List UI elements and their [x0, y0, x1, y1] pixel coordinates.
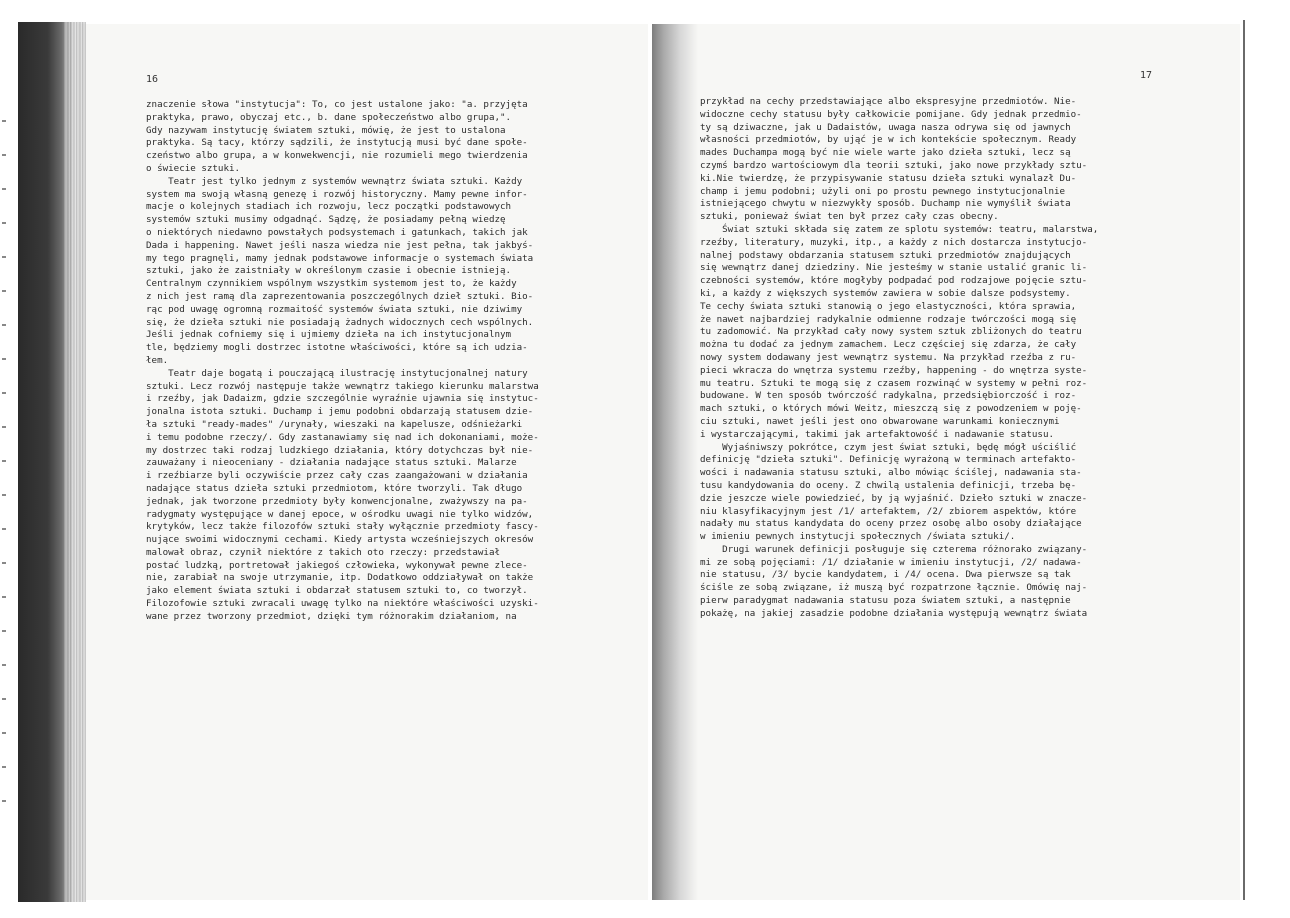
- text-line: o niektórych niedawno powstałych podsystemach i gatunkach, takich jak: [146, 226, 528, 238]
- text-line: tle, będziemy mogli dostrzec istotne właściwości, które są ich udzia-: [146, 342, 528, 354]
- text-line: postać ludzką, portretował jakiegoś człowieka, wykonywał pewne zlece-: [146, 559, 528, 571]
- text-line: Dada i happening. Nawet jeśli nasza wiedza nie jest pełna, tak jakbyś-: [146, 239, 534, 251]
- text-line: istniejącego chwytu w niezwykły sposób. Duchamp nie wymyślił świata: [700, 198, 1071, 210]
- text-line: nadały mu status kandydata do oceny przez osobę albo osoby działające: [700, 518, 1082, 530]
- text-line: systemów sztuki musimy odgadnąć. Sądzę, że posiadamy pełną wiedzę: [146, 214, 506, 226]
- text-line: praktyka. Są tacy, którzy sądzili, że instytucją musi być dane społe-: [146, 137, 528, 149]
- text-line: się wewnątrz danej dziedziny. Nie jesteśmy w stanie ustalić granic li-: [700, 262, 1088, 274]
- right-gutter-shadow: [652, 24, 698, 900]
- text-line: ki.Nie twierdzę, że przypisywanie statusu dzieła sztuki wynalazł Du-: [700, 172, 1077, 184]
- text-line: budowane. W ten sposób twórczość radykalna, przedsiębiorczość i roz-: [700, 390, 1077, 402]
- text-line: Teatr jest tylko jednym z systemów wewnątrz świata sztuki. Każdy: [146, 175, 523, 187]
- text-line: tusu kandydowania do oceny. Z chwilą ustalenia definicji, trzeba bę-: [700, 479, 1077, 491]
- text-line: ciu sztuki, nawet jeśli jest ono obwarowane warunkami koniecznymi: [700, 415, 1060, 427]
- left-page-text: [146, 99, 616, 624]
- text-line: nalnej podstawy obdarzania statusem sztuki przedmiotów znajdujących: [700, 249, 1071, 261]
- text-line: i rzeźby, jak Dadaizm, gdzie szczególnie wyraźnie ujawnia się instytuc-: [146, 393, 539, 405]
- text-line: malował obraz, czynił niektóre z takich oto rzeczy: przedstawiał: [146, 546, 501, 558]
- text-line: własności przedmiotów, by ująć je w ich kontekście społecznym. Ready: [700, 134, 1077, 146]
- text-line: i temu podobne rzeczy/. Gdy zastanawiamy się nad ich dokonaniami, może-: [146, 431, 539, 443]
- text-line: ściśle ze sobą związane, iż muszą być rozpatrzone łącznie. Omówię naj-: [700, 582, 1088, 594]
- text-line: jednak, jak tworzone przedmioty były konwencjonalne, zważywszy na pa-: [146, 495, 528, 507]
- text-line: że nawet najbardziej radykalnie odmienne rodzaje twórczości mogą się: [700, 313, 1077, 325]
- text-line: my tego pragnęli, mamy jednak podstawowe informacje o systemach świata: [146, 252, 534, 264]
- text-line: mu teatru. Sztuki te mogą się z czasem rozwinąć w systemy w pełni roz-: [700, 377, 1088, 389]
- text-line: nadające status dzieła sztuki przedmiotom, które tworzyli. Tak długo: [146, 482, 523, 494]
- text-line: o świecie sztuki.: [146, 162, 241, 174]
- text-line: jonalna istota sztuki. Duchamp i jemu podobni obdarzają statusem dzie-: [146, 406, 534, 418]
- text-line: definicję "dzieła sztuki". Definicję wyrażoną w terminach artefakto-: [700, 454, 1077, 466]
- left-page-number: 16: [146, 74, 159, 85]
- text-line: czebności systemów, które mogłyby podpadać pod rodzajowe pojęcie sztu-: [700, 275, 1088, 287]
- text-line: praktyka, prawo, obyczaj etc., b. dane społeczeństwo albo grupa,".: [146, 111, 512, 123]
- text-line: tu zadomowić. Na przykład cały nowy system sztuk zbliżonych do teatru: [700, 326, 1082, 338]
- text-line: wości i nadawania statusu sztuki, albo mówiąc ściślej, nadawania sta-: [700, 467, 1082, 479]
- text-line: łem.: [146, 354, 169, 366]
- text-line: Teatr daje bogatą i pouczającą ilustrację instytucjonalnej natury: [146, 367, 528, 379]
- text-line: Drugi warunek definicji posługuje się czterema różnorako związany-: [700, 543, 1088, 555]
- text-line: pokażę, na jakiej zasadzie podobne działania występują wewnątrz świata: [700, 607, 1088, 619]
- right-page-number: 17: [1140, 70, 1153, 81]
- text-line: radygmaty występujące w danej epoce, w ośrodku uwagi nie tylko widzów,: [146, 508, 534, 520]
- text-line: rąc pod uwagę ogromną rozmaitość systemów świata sztuki, nie dziwimy: [146, 303, 523, 315]
- text-line: pierw paradygmat nadawania statusu poza światem sztuki, a następnie: [700, 595, 1071, 607]
- text-line: Wyjaśniwszy pokrótce, czym jest świat sztuki, będę mógł uściślić: [700, 441, 1077, 453]
- text-line: czymś bardzo wartościowym dla teorii sztuki, jako nowe przykłady sztu-: [700, 159, 1088, 171]
- text-line: Jeśli jednak cofniemy się i ujmiemy dzieła na ich instytucjonalnym: [146, 329, 512, 341]
- text-line: ki, a każdy z większych systemów zawiera w sobie dalsze podsystemy.: [700, 287, 1071, 299]
- text-line: nowy system dodawany jest wewnątrz systemu. Na przykład rzeźba z ru-: [700, 351, 1077, 363]
- right-page-text: [700, 96, 1180, 621]
- text-line: w imieniu pewnych instytucji społecznych /świata sztuki/.: [700, 531, 1016, 543]
- text-line: dzie jeszcze wiele powiedzieć, by ją wyjaśnić. Dzieło sztuki w znacze-: [700, 492, 1088, 504]
- text-line: sztuki. Lecz rozwój następuje także wewnątrz takiego kierunku malarstwa: [146, 380, 539, 392]
- text-line: i rzeźbiarze byli oczywiście przez cały czas zaangażowani w działania: [146, 470, 528, 482]
- text-line: widoczne cechy statusu były całkowicie pomijane. Gdy jednak przedmio-: [700, 108, 1082, 120]
- text-line: macje o kolejnych stadiach ich rozwoju, lecz początki podstawowych: [146, 201, 512, 213]
- text-line: krytyków, lecz także filozofów sztuki stały wyłącznie przedmioty fascy-: [146, 521, 539, 533]
- text-line: niu klasyfikacyjnym jest /1/ artefaktem, /2/ zbiorem aspektów, które: [700, 505, 1077, 517]
- text-line: pieci wkracza do wnętrza systemu rzeźby, happening - do wnętrza syste-: [700, 364, 1088, 376]
- text-line: się, że dzieła sztuki nie posiadają żadnych widocznych cech wspólnych.: [146, 316, 534, 328]
- text-line: Świat sztuki składa się zatem ze splotu systemów: teatru, malarstwa,: [700, 223, 1099, 235]
- text-line: wane przez tworzony przedmiot, dzięki tym różnorakim działaniom, na: [146, 610, 517, 622]
- text-line: można tu dodać za jednym zamachem. Lecz częściej się zdarza, że cały: [700, 339, 1077, 351]
- text-line: znaczenie słowa "instytucja": To, co jest ustalone jako: "a. przyjęta: [146, 99, 528, 110]
- text-line: nie statusu, /3/ bycie kandydatem, i /4/ ocena. Dwa pierwsze są tak: [700, 569, 1071, 581]
- scan-margin-marks: [2, 120, 6, 820]
- text-line: i wystarczającymi, takimi jak artefaktowość i nadawanie statusu.: [700, 428, 1055, 440]
- text-line: mi ze sobą pojęciami: /1/ działanie w imieniu instytucji, /2/ nadawa-: [700, 556, 1082, 568]
- text-line: ła sztuki "ready-mades" /urynały, wieszaki na kapelusze, odśnieżarki: [146, 418, 523, 430]
- text-line: rzeźby, literatury, muzyki, itp., a każdy z nich dostarcza instytucjo-: [700, 236, 1088, 248]
- text-line: my dostrzec taki rodzaj ludzkiego działania, który dotychczas był nie-: [146, 444, 534, 456]
- text-line: Te cechy świata sztuki stanowią o jego elastyczności, która sprawia,: [700, 300, 1077, 312]
- text-line: z nich jest ramą dla zaprezentowania poszczególnych dzieł sztuki. Bio-: [146, 290, 534, 302]
- text-line: Filozofowie sztuki zwracali uwagę tylko na niektóre właściwości uzyski-: [146, 598, 539, 610]
- text-line: sztuki, jako że zaistniały w określonym czasie i obecnie istnieją.: [146, 265, 512, 277]
- text-line: jako element świata sztuki i obdarzał statusem sztuki to, co tworzył.: [146, 585, 528, 597]
- text-line: ty są dziwaczne, jak u Dadaistów, uwaga nasza odrywa się od jawnych: [700, 121, 1071, 133]
- text-line: champ i jemu podobni; użyli oni po prostu pewnego instytucjonalnie: [700, 185, 1066, 197]
- text-line: system ma swoją własną genezę i rozwój historyczny. Mamy pewne infor-: [146, 188, 528, 200]
- text-line: mach sztuki, o których mówi Weitz, mieszczą się z powodzeniem w poję-: [700, 403, 1082, 415]
- text-line: przykład na cechy przedstawiające albo ekspresyjne przedmiotów. Nie-: [700, 96, 1077, 107]
- text-line: Centralnym czynnikiem wspólnym wszystkim systemom jest to, że każdy: [146, 278, 517, 290]
- text-line: czeństwo albo grupa, a w konwekwencji, nie rozumieli mego twierdzenia: [146, 150, 528, 162]
- text-line: mades Duchampa mogą być nie wiele warte jako dzieła sztuki, lecz są: [700, 147, 1071, 159]
- text-line: zauważany i nieoceniany - działania nadające status sztuki. Malarze: [146, 457, 517, 469]
- left-page-edges: [64, 22, 86, 902]
- right-scan-edge: [1243, 20, 1245, 900]
- text-line: Gdy nazywam instytucję światem sztuki, mówię, że jest to ustalona: [146, 124, 506, 136]
- text-line: nie, zarabiał na swoje utrzymanie, itp. Dodatkowo oddziaływał on także: [146, 572, 534, 584]
- text-line: sztuki, ponieważ świat ten był przez cały czas obecny.: [700, 211, 999, 223]
- text-line: nujące swoimi widocznymi cechami. Kiedy artysta wcześniejszych okresów: [146, 534, 534, 546]
